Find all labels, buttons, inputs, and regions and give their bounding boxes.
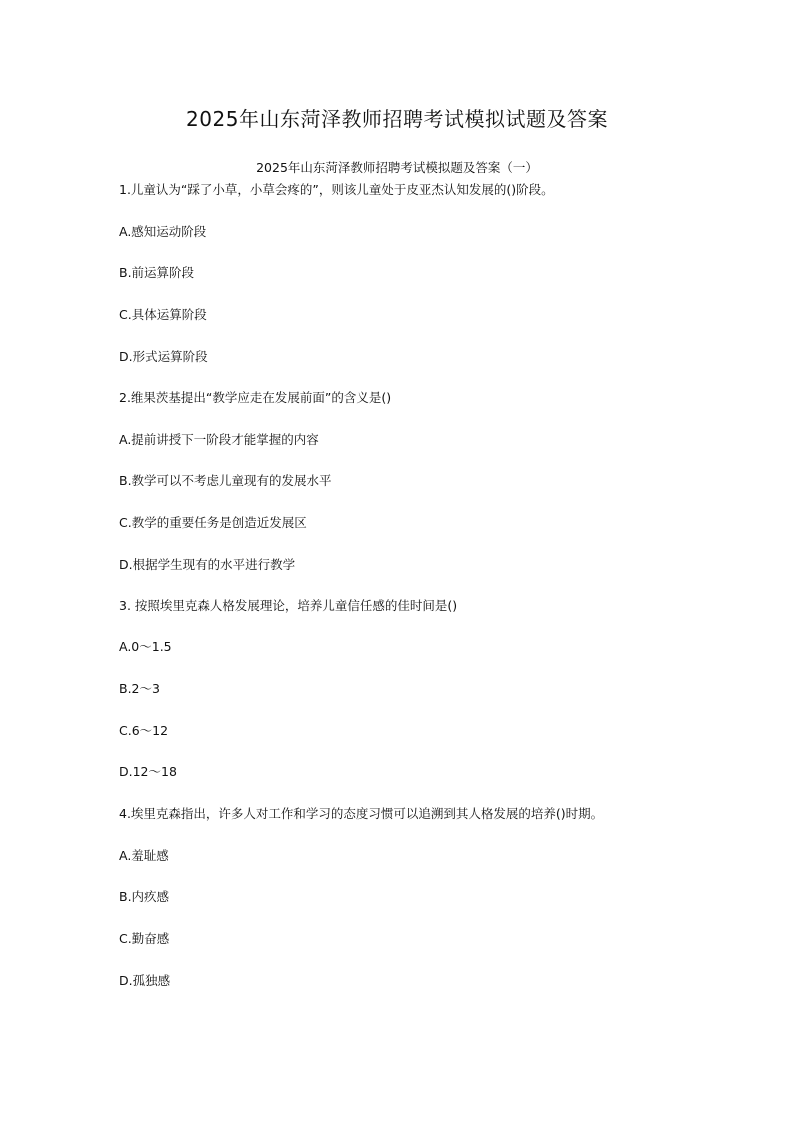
document-title: 2025年山东菏泽教师招聘考试模拟试题及答案 (186, 107, 608, 131)
answer-option: D.12～18 (119, 764, 177, 779)
answer-option: B.内疚感 (119, 889, 170, 904)
question-stem: 4.埃里克森指出，许多人对工作和学习的态度习惯可以追溯到其人格发展的培养()时期。 (119, 806, 604, 821)
answer-option: A.感知运动阶段 (119, 224, 207, 239)
answer-option: C.教学的重要任务是创造近发展区 (119, 515, 307, 530)
answer-option: C.具体运算阶段 (119, 307, 207, 322)
answer-option: A.0～1.5 (119, 639, 172, 654)
question-stem: 1.儿童认为“踩了小草，小草会疼的”，则该儿童处于皮亚杰认知发展的()阶段。 (119, 182, 554, 197)
answer-option: A.羞耻感 (119, 848, 169, 863)
answer-option: A.提前讲授下一阶段才能掌握的内容 (119, 432, 319, 447)
answer-option: D.根据学生现有的水平进行教学 (119, 557, 296, 572)
answer-option: D.孤独感 (119, 973, 171, 988)
answer-option: B.教学可以不考虑儿童现有的发展水平 (119, 473, 332, 488)
answer-option: B.前运算阶段 (119, 265, 195, 280)
question-stem: 3. 按照埃里克森人格发展理论，培养儿童信任感的佳时间是() (119, 598, 458, 613)
document-subtitle: 2025年山东菏泽教师招聘考试模拟题及答案（一） (256, 160, 538, 175)
answer-option: C.6～12 (119, 723, 169, 738)
answer-option: D.形式运算阶段 (119, 349, 208, 364)
answer-option: B.2～3 (119, 681, 160, 696)
question-stem: 2.维果茨基提出“教学应走在发展前面”的含义是() (119, 390, 392, 405)
answer-option: C.勤奋感 (119, 931, 170, 946)
